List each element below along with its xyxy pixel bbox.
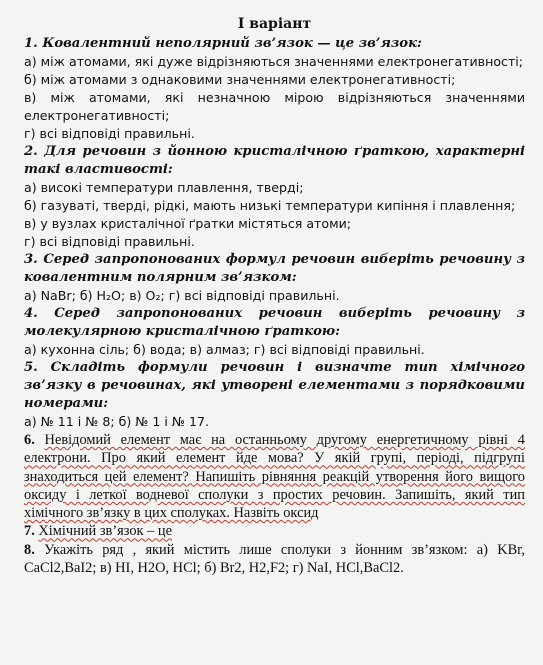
question-2: 2. Для речовин з йонною кристалічною ґраткою, характерні такі властивості:: [24, 144, 525, 177]
question-1-option-d: г) всі відповіді правильні.: [24, 126, 195, 141]
question-2-option-d: г) всі відповіді правильні.: [24, 234, 195, 249]
question-1-option-b: б) між атомами з однаковими значеннями електронегативності;: [24, 72, 456, 87]
question-5: 5. Складіть формули речовин і визначте тип хімічного зв’язку в речовинах, які утворені елементами з порядковими номерами:: [24, 360, 525, 411]
question-2-option-b: б) газуваті, тверді, рідкі, мають низькі температури кипіння і плавлення;: [24, 198, 516, 213]
variant-title: І варіант: [237, 16, 312, 32]
question-7: [24, 522, 525, 540]
question-8: [24, 541, 525, 578]
question-3-answers: а) NaBr; б) H₂O; в) O₂; г) всі відповіді правильні.: [24, 288, 340, 303]
question-5-answers: а) № 11 і № 8; б) № 1 і № 17.: [24, 414, 210, 429]
question-7-number: 7.: [24, 523, 35, 540]
question-2-option-a: а) високі температури плавлення, тверді;: [24, 180, 304, 195]
question-8-number: 8.: [24, 541, 35, 558]
question-2-option-c: в) у вузлах кристалічної ґратки містяться атоми;: [24, 216, 352, 231]
question-7-text: Хімічний зв’язок – це: [38, 523, 172, 540]
question-6-number: 6.: [24, 432, 35, 448]
question-1: 1. Ковалентний неполярний зв’язок — це зв’язок:: [24, 36, 422, 51]
question-6: [24, 431, 525, 522]
question-3: 3. Серед запропонованих формул речовин виберіть речовину з ковалентним полярним зв’язком:: [24, 252, 525, 285]
question-1-option-c: в) між атомами, які незначною мірою відрізняються значеннями електронегативності;: [24, 90, 525, 123]
question-4: 4. Серед запропонованих речовин виберіть речовину з молекулярною кристалічною ґраткою:: [24, 306, 525, 339]
question-4-answers: а) кухонна сіль; б) вода; в) алмаз; г) всі відповіді правильні.: [24, 342, 425, 357]
question-1-option-a: а) між атомами, які дуже відрізняються значеннями електронегативності;: [24, 54, 524, 69]
question-8-text: Укажіть ряд , який містить лише сполуки з йонним зв’язком: а) KBr, CaCl2,BaI2; в) HI, H2O, HCl; б) Br2, H2,F2; г) NaI, HCl,BaCl2.: [24, 541, 525, 577]
question-6-text: Невідомий елемент має на останньому другому енергетичному рівні 4 електрони. Про який елемент йде мова? У якій групі, періоді, підгрупі знаходиться цей елемент? Напишіть рівняння реакцій утворення його вищого оксиду і леткої водневої сполуки з простих речовин. Запишіть, який тип хімічного зв’язку в цих сполуках. Назвіть оксид: [24, 432, 525, 522]
